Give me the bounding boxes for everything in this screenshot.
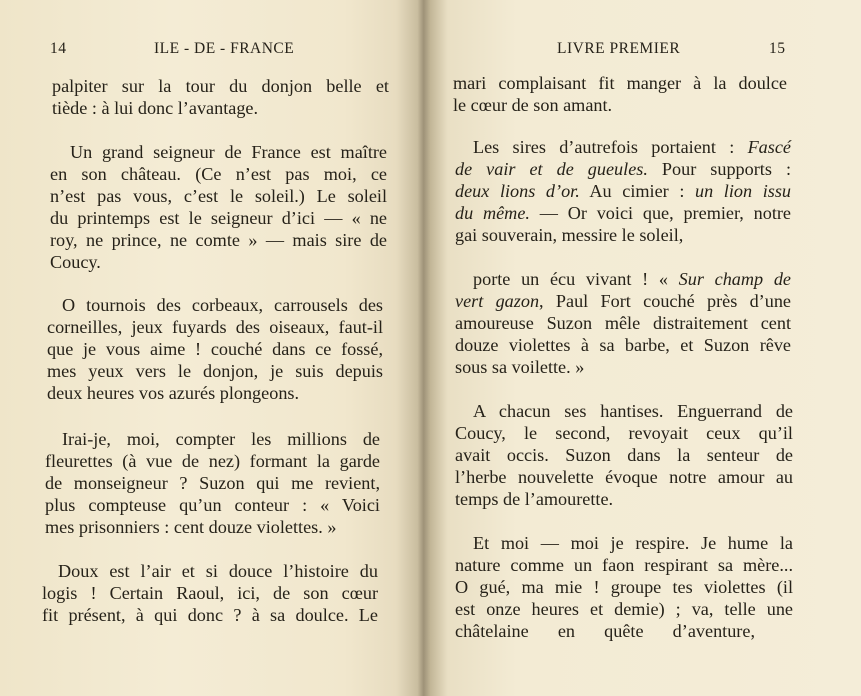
text-line: A chacun ses hantises. Enguerrand de <box>473 401 793 421</box>
text-line: Et moi — moi je respire. Je hume la <box>473 533 793 553</box>
text-line: Doux est l’air et si douce l’histoire du <box>58 561 378 581</box>
text-line: deux lions d’or. Au cimier : un lion issu <box>455 181 791 201</box>
text-line: temps de l’amourette. <box>455 489 614 509</box>
text-line: mari complaisant fit manger à la doulce <box>453 73 787 93</box>
text-line: fit présent, à qui donc ? à sa doulce. Le <box>42 605 378 625</box>
text-line: Les sires d’autrefois portaient : Fascé <box>473 137 791 157</box>
page-number: 15 <box>769 40 786 57</box>
left-page <box>0 0 420 696</box>
text-line: sous sa voilette. » <box>455 357 585 377</box>
text-line: douze violettes à sa barbe, et Suzon rêve <box>455 335 791 355</box>
text-line: mes yeux vers le donjon, je suis depuis <box>47 361 383 381</box>
text-line: porte un écu vivant ! « Sur champ de <box>473 269 792 289</box>
text-line: le cœur de son amant. <box>453 95 613 115</box>
right-page <box>425 0 861 696</box>
text-line: n’est pas vous, c’est le soleil.) Le soleil <box>50 186 387 206</box>
text-line: O gué, ma mie ! groupe tes violettes (il <box>455 577 793 597</box>
text-line: deux heures vos azurés plongeons. <box>47 383 300 403</box>
text-line: plus compteuse qu’un conteur : « Voici <box>45 495 380 515</box>
text-line: que je vous aime ! couché dans ce fossé, <box>47 339 383 359</box>
text-line: en son château. (Ce n’est pas moi, ce <box>50 164 387 184</box>
text-line: corneilles, jeux fuyards des oiseaux, faut-il <box>47 317 383 337</box>
text-line: vert gazon, Paul Fort couché près d’une <box>455 291 791 311</box>
text-line: amoureuse Suzon mêle distraitement cent <box>455 313 791 333</box>
text-line: gai souverain, messire le soleil, <box>455 225 684 245</box>
text-line: avait occis. Suzon dans la senteur de <box>455 445 793 465</box>
text-line: est onze heures et demie) ; va, telle une <box>455 599 793 619</box>
text-line: nature comme un faon respirant sa mère... <box>455 555 793 575</box>
text-line: Coucy, le second, revoyait ceux qu’il <box>455 423 793 443</box>
text-line: palpiter sur la tour du donjon belle et <box>52 76 389 96</box>
text-line: de monseigneur ? Suzon qui me revient, <box>45 473 380 493</box>
running-title: LIVRE PREMIER <box>557 40 681 57</box>
running-title: ILE - DE - FRANCE <box>154 40 295 57</box>
text-line: tiède : à lui donc l’avantage. <box>52 98 259 118</box>
text-line: O tournois des corbeaux, carrousels des <box>62 295 383 315</box>
text-line: du printemps est le seigneur d’ici — « ne <box>50 208 387 228</box>
text-line: mes prisonniers : cent douze violettes. » <box>45 517 337 537</box>
text-line: roy, ne prince, ne comte » — mais sire de <box>50 230 387 250</box>
text-line: châtelaine en quête d’aventure, <box>455 621 755 641</box>
text-line: Un grand seigneur de France est maître <box>70 142 387 162</box>
text-line: Irai-je, moi, compter les millions de <box>62 429 380 449</box>
text-line: Coucy. <box>50 252 101 272</box>
text-line: fleurettes (à vue de nez) formant la garde <box>45 451 380 471</box>
text-line: l’herbe nouvelette évoque notre amour au <box>455 467 793 487</box>
page-number: 14 <box>50 40 67 57</box>
text-line: logis ! Certain Raoul, ici, de son cœur <box>42 583 378 603</box>
text-line: du même. — Or voici que, premier, notre <box>455 203 791 223</box>
text-line: de vair et de gueules. Pour supports : <box>455 159 791 179</box>
